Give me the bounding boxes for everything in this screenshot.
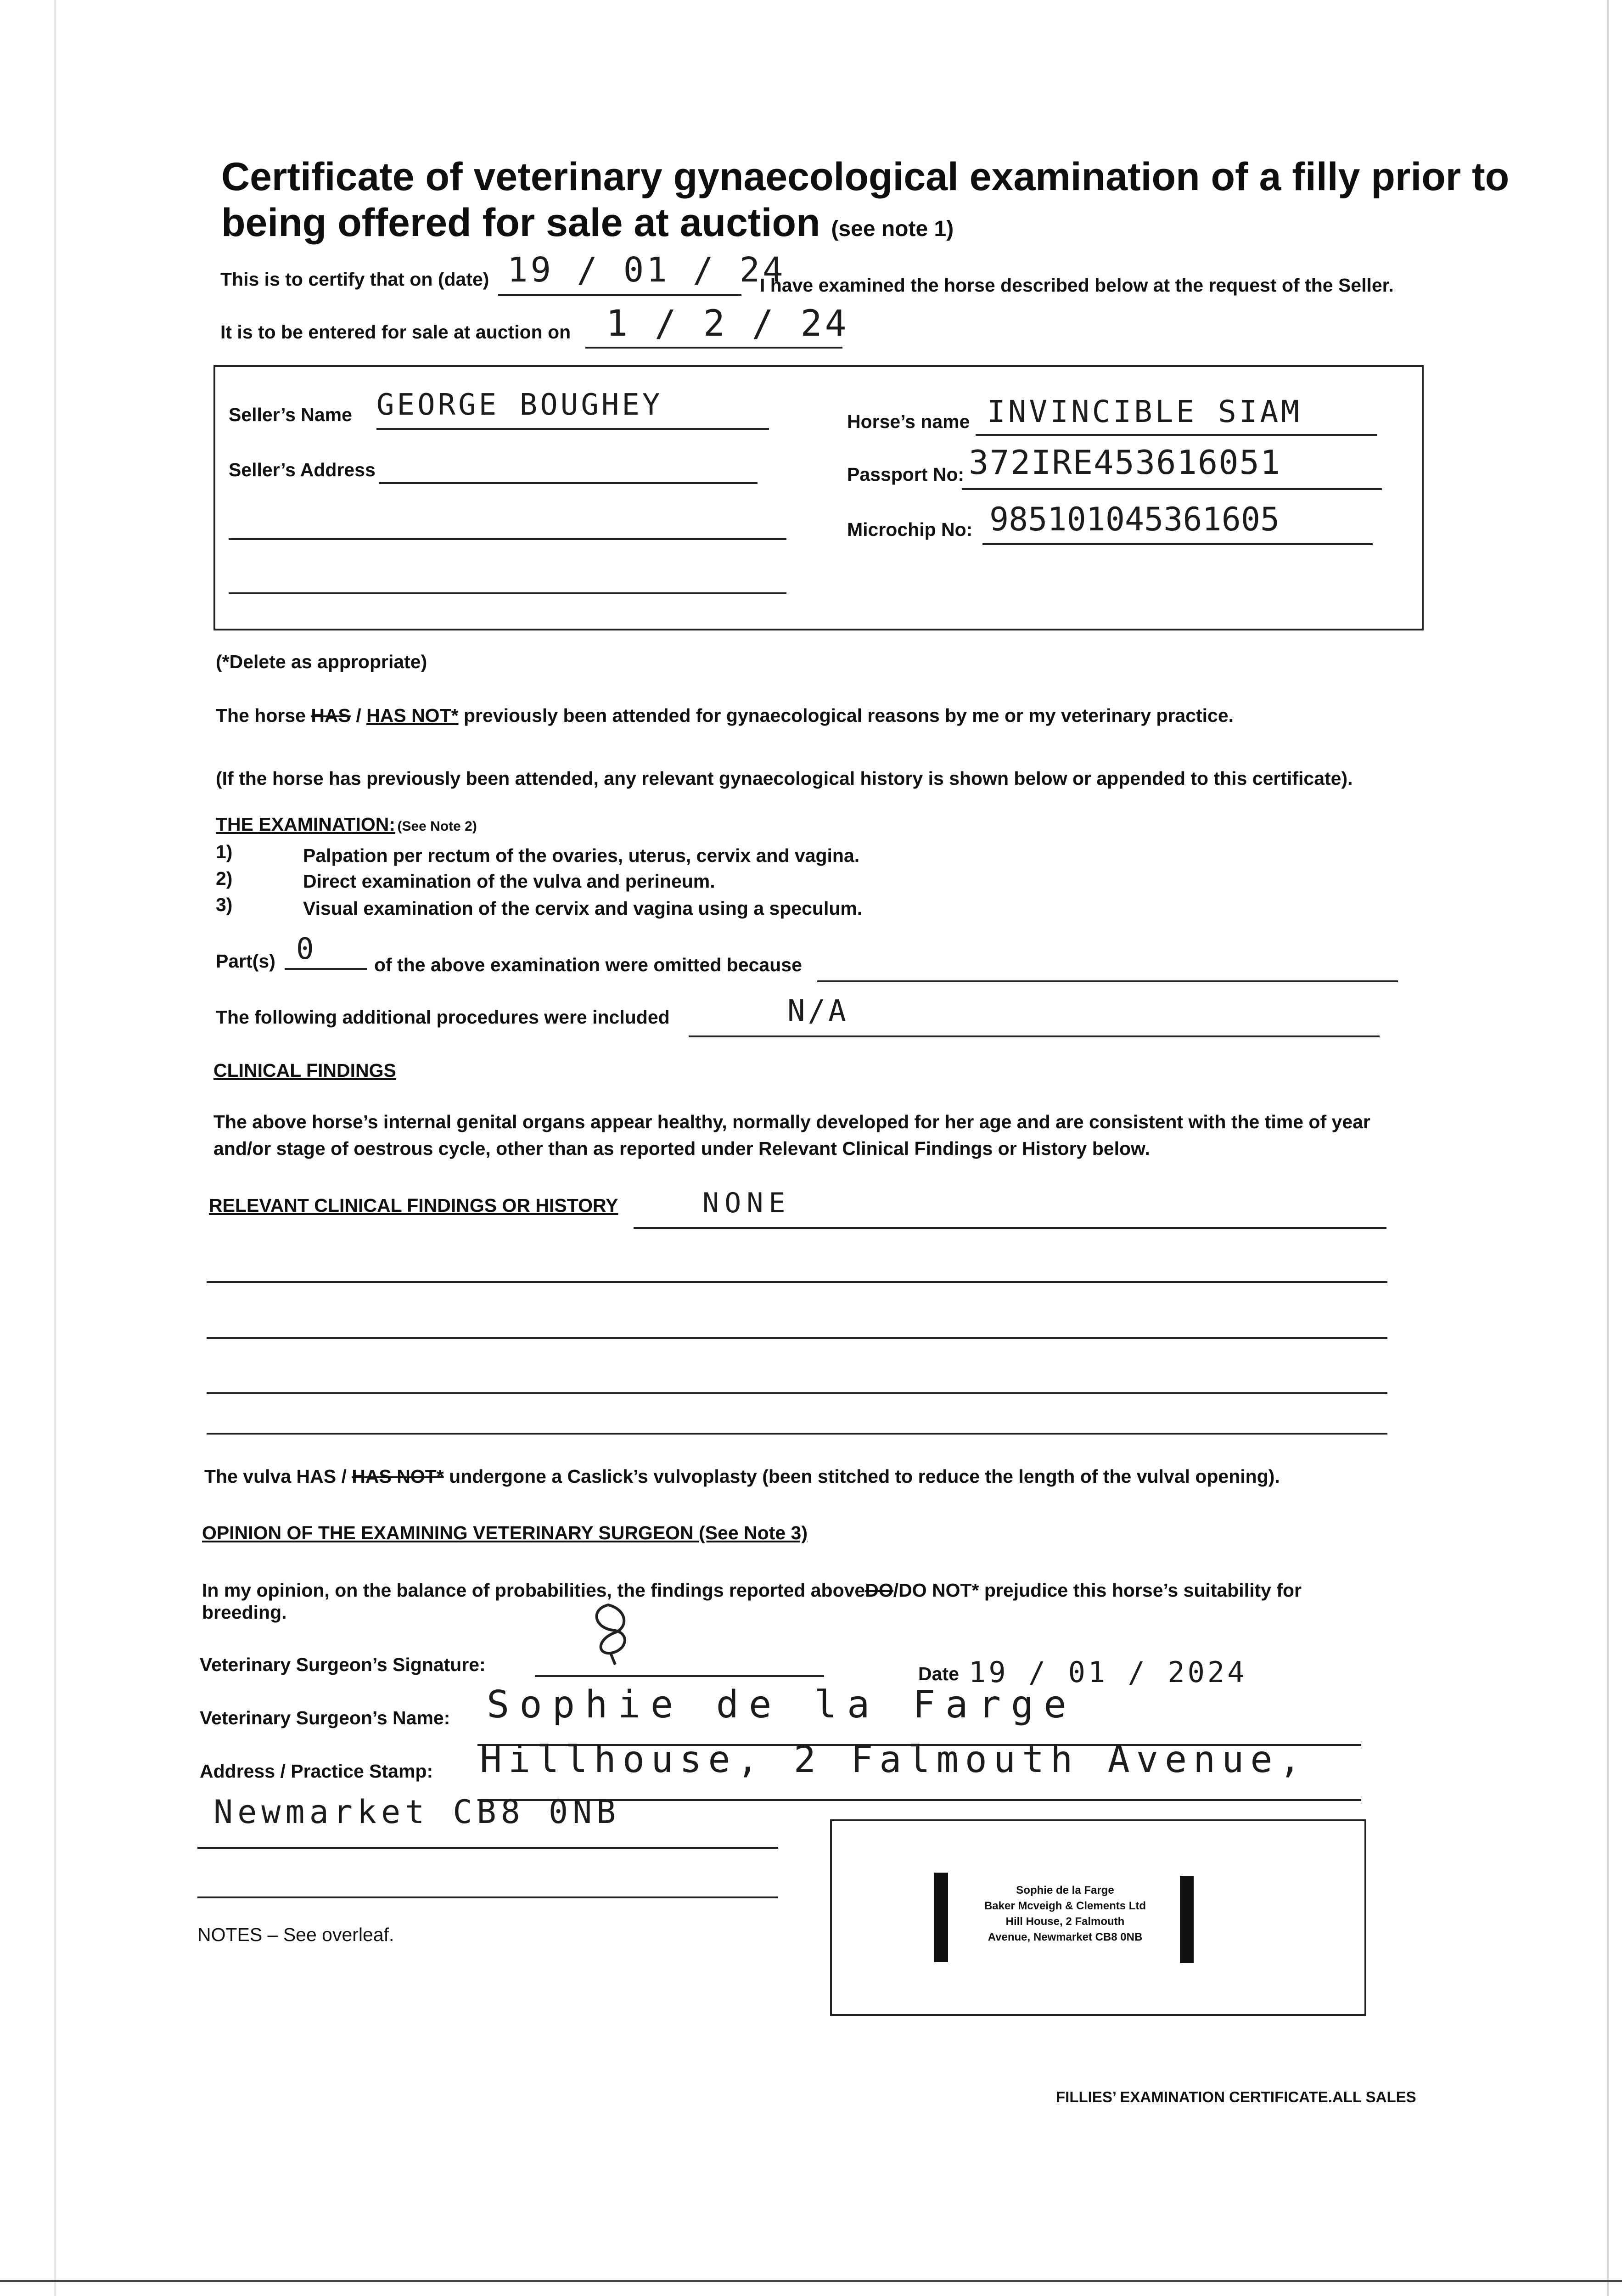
seller-name-label: Seller’s Name [229, 404, 352, 425]
signature-mark[interactable] [572, 1596, 654, 1669]
vet-name[interactable]: Sophie de la Farge [487, 1683, 1077, 1727]
relevant-line-3[interactable] [207, 1337, 1387, 1339]
title-line-2 [221, 200, 1509, 252]
title-line-1: Certificate of veterinary gynaecological examination of a filly prior to [221, 155, 1510, 199]
address-line-1[interactable]: Hillhouse, 2 Falmouth Avenue, [480, 1738, 1308, 1781]
additional-label: The following additional procedures were included [216, 1007, 670, 1028]
parts-value[interactable]: 0 [296, 932, 317, 966]
signature-line[interactable] [535, 1675, 824, 1677]
exam-heading-text: THE EXAMINATION: [216, 814, 396, 835]
stamp-bar-right [1180, 1876, 1194, 1963]
vet-name-label: Veterinary Surgeon’s Name: [200, 1707, 450, 1728]
attended-sentence [216, 705, 1234, 726]
stamp-line-2: Baker Mcveigh & Clements Ltd [984, 1900, 1146, 1912]
vulva-suffix: undergone a Caslick’s vulvoplasty (been stitched to reduce the length of the vulval opening). [449, 1466, 1280, 1487]
opinion-heading: OPINION OF THE EXAMINING VETERINARY SURGEON (See Note 3) [202, 1522, 808, 1543]
seller-address-line-1[interactable] [379, 482, 758, 484]
address-line-2[interactable]: Newmarket CB8 0NB [213, 1793, 621, 1831]
vulva-prefix: The vulva HAS / [204, 1466, 347, 1487]
exam-heading [216, 814, 477, 835]
stamp-line-4: Avenue, Newmarket CB8 0NB [988, 1931, 1143, 1943]
title-note: (see note 1) [831, 217, 954, 241]
signature-label: Veterinary Surgeon’s Signature: [200, 1654, 486, 1675]
auction-prefix: It is to be entered for sale at auction on [220, 321, 571, 343]
attended-sep: / [350, 705, 367, 726]
relevant-heading: RELEVANT CLINICAL FINDINGS OR HISTORY [209, 1195, 618, 1216]
omitted-reason-line[interactable] [817, 980, 1398, 982]
history-note: (If the horse has previously been attended, any relevant gynaecological history is shown below or appended to this certificate). [216, 768, 1353, 789]
signed-date[interactable]: 19 / 01 / 2024 [969, 1655, 1247, 1689]
scan-edge-right [1607, 0, 1609, 2296]
seller-name[interactable]: GEORGE BOUGHEY [376, 388, 663, 422]
footer-text: FILLIES’ EXAMINATION CERTIFICATE.ALL SALES [1056, 2088, 1416, 2105]
exam-item-3-text: Visual examination of the cervix and vagina using a speculum. [303, 898, 863, 919]
notes-text: NOTES – See overleaf. [197, 1924, 394, 1945]
clinical-text-2: and/or stage of oestrous cycle, other than as reported under Relevant Clinical Findings or History below. [213, 1138, 1150, 1159]
scan-edge-left [54, 0, 56, 2296]
microchip-number[interactable]: 985101045361605 [989, 501, 1280, 538]
date-label: Date [918, 1663, 959, 1684]
vulva-sentence [204, 1466, 1280, 1487]
relevant-line-2[interactable] [207, 1281, 1387, 1283]
passport-line [962, 488, 1382, 490]
clinical-heading: CLINICAL FINDINGS [213, 1060, 396, 1081]
seller-address-line-2[interactable] [229, 538, 786, 540]
clinical-text-1: The above horse’s internal genital organs appear healthy, normally developed for her age and are consistent with the time of year [213, 1111, 1370, 1132]
delete-note: (*Delete as appropriate) [216, 651, 427, 672]
certify-suffix: I have examined the horse described below at the request of the Seller. [760, 275, 1394, 296]
attended-suffix: previously been attended for gynaecological reasons by me or my veterinary practice. [463, 705, 1234, 726]
exam-date-line [498, 294, 741, 296]
seller-address-label: Seller’s Address [229, 459, 376, 480]
vulva-struck: HAS NOT* [352, 1466, 444, 1487]
horse-name-label: Horse’s name [847, 411, 970, 432]
page-title [221, 154, 1509, 252]
microchip-label: Microchip No: [847, 519, 973, 540]
exam-item-1-text: Palpation per rectum of the ovaries, uterus, cervix and vagina. [303, 845, 860, 866]
passport-label: Passport No: [847, 464, 965, 485]
opinion-text-1 [202, 1580, 1302, 1601]
relevant-line-1[interactable] [634, 1227, 1386, 1229]
exam-item-2-text: Direct examination of the vulva and perineum. [303, 871, 715, 892]
title-line-2-text: being offered for sale at auction [221, 201, 820, 245]
parts-prefix: Part(s) [216, 951, 275, 972]
auction-date[interactable]: 1 / 2 / 24 [606, 303, 849, 344]
relevant-value[interactable]: NONE [702, 1187, 791, 1219]
seller-name-line [376, 428, 769, 430]
certify-prefix: This is to certify that on (date) [220, 269, 489, 290]
stamp-bar-left [934, 1873, 948, 1962]
parts-suffix: of the above examination were omitted because [374, 954, 802, 975]
passport-number[interactable]: 372IRE453616051 [969, 443, 1281, 482]
exam-item-1-num: 1) [216, 841, 233, 862]
additional-value[interactable]: N/A [787, 994, 849, 1028]
horse-name-line [976, 434, 1377, 436]
attended-hasnot: HAS NOT* [366, 705, 459, 726]
address-label: Address / Practice Stamp: [200, 1761, 433, 1782]
opinion-text-1b: /DO NOT* prejudice this horse’s suitability for [893, 1580, 1302, 1601]
opinion-text-1a: In my opinion, on the balance of probabilities, the findings reported above [202, 1580, 865, 1601]
auction-date-line [585, 347, 842, 349]
exam-heading-note: (See Note 2) [397, 819, 477, 834]
attended-prefix: The horse [216, 705, 306, 726]
stamp-line-3: Hill House, 2 Falmouth [1005, 1915, 1125, 1928]
parts-line [285, 968, 367, 970]
seller-address-line-3[interactable] [229, 592, 786, 594]
practice-stamp [953, 1883, 1178, 1945]
microchip-line [982, 543, 1373, 545]
address-line-3-rule[interactable] [197, 1896, 778, 1898]
relevant-line-4[interactable] [207, 1392, 1387, 1394]
scan-edge-bottom [0, 2280, 1622, 2282]
opinion-text-2: breeding. [202, 1602, 287, 1623]
horse-name[interactable]: INVINCIBLE SIAM [987, 394, 1302, 429]
attended-has-struck: HAS [311, 705, 351, 726]
additional-line [689, 1035, 1380, 1037]
relevant-line-5[interactable] [207, 1433, 1387, 1435]
address-line-2-rule [197, 1847, 778, 1849]
exam-item-3-num: 3) [216, 894, 233, 915]
opinion-struck: DO [865, 1580, 893, 1601]
exam-item-2-num: 2) [216, 868, 233, 889]
stamp-line-1: Sophie de la Farge [1016, 1884, 1114, 1896]
exam-date[interactable]: 19 / 01 / 24 [507, 250, 786, 290]
